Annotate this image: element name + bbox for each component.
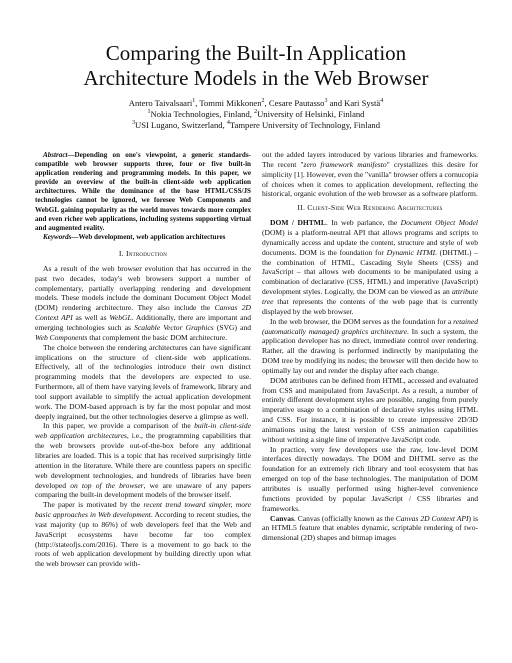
text-run: . According to recent studies, the vast majority (up to 86%) of web developers feel that the Web and JavaScript ecosystems have become far too complex (http://stateofjs.com/2016). There is a movement to go back to the roots of web application development by building directly upon what the web browser can provide with- — [35, 510, 251, 569]
affil-mark: 1 — [192, 98, 196, 105]
intro-paragraph-4 — [35, 500, 251, 569]
emphasis: Canvas 2D Context API — [35, 303, 251, 323]
paper-title — [40, 41, 472, 91]
keywords-text: Web development, web application architectures — [78, 232, 226, 241]
intro-paragraph-4-continued — [262, 150, 478, 199]
text-run: as well as — [72, 313, 110, 323]
abstract-label: Abstract — [43, 151, 68, 159]
affil-mark: 3 — [324, 98, 328, 105]
run-in-heading: Canvas — [270, 513, 294, 523]
affiliation-usi: USI Lugano, Switzerland, — [135, 120, 227, 130]
keywords-dash: — — [71, 232, 79, 241]
text-run: . Canvas (officially known as the — [293, 513, 396, 523]
section-heading-architectures: II. Client-Side Web Rendering Architectures — [297, 203, 443, 213]
run-in-heading: DOM / DHTML — [270, 218, 326, 228]
text-run: . In such a system, the application developer has no direct, immediate control over rendering. Rather, all the drawing is performed indirectly by manipulating the DOM tree by modifying its nodes; the browser will then decide how to optimally lay out and render the display after each change. — [262, 326, 478, 375]
text-run: , i.e., the programming capabilities that the web browsers provide out-of-the-box before any additional libraries are loaded. This is a topic that has received surprisingly little attention in the literature. While there are countless papers on specific web development technologies, and hundreds of libraries have been developed — [35, 431, 251, 490]
affiliation-line-1 — [40, 109, 472, 120]
text-run: In the web browser, the DOM serves as the foundation for a — [270, 316, 454, 326]
left-column — [35, 151, 251, 569]
affil-mark: 4 — [380, 98, 384, 105]
emphasis: recent trend toward simpler, more basic approaches in Web development — [35, 500, 251, 520]
text-run: (DHTML) – the combination of HTML, Cascading Style Sheets (CSS) and JavaScript – that allows web documents to be manipulated using a combination of declarative (CSS, HTML) and imperative (JavaScript) development styles. Logically, the DOM can be viewed as an — [262, 247, 479, 297]
affiliation-line-2 — [40, 120, 472, 131]
keywords — [35, 233, 251, 242]
emphasis: Web Components — [35, 332, 88, 342]
intro-paragraph-1 — [35, 264, 251, 343]
browser-dom-paragraph — [262, 317, 478, 376]
intro-paragraph-2: The choice between the rendering architectures can have significant implications on the structure of client-side web applications. Effectively, all of the technologies introduce their own distinct programming models that the developers are expected to use. Furthermore, all of them have varying levels of framework, library and tool support available to simplify the actual application development work. The DOM-based approach is by far the most popular and most deeply ingrained, but the other technologies deserve a glimpse as well. — [35, 342, 251, 421]
text-run: . Additionally, there are important and emerging technologies such as — [35, 313, 251, 332]
section-heading-introduction: I. Introduction — [118, 248, 168, 258]
affil-mark: 1 — [147, 109, 151, 116]
emphasis: Dynamic HTML — [386, 247, 437, 257]
text-run: ) is an HTML5 feature that enables dynamic, scriptable rendering of two-dimensional (2D) shapes and bitmap images — [262, 513, 479, 543]
emphasis: on top of the browser — [70, 480, 144, 490]
affil-mark: 2 — [254, 109, 258, 116]
keywords-label: Keywords — [43, 232, 72, 241]
intro-paragraph-3 — [35, 421, 251, 500]
author-names — [40, 98, 472, 109]
emphasis: retained (automatically managed) graphics architecture — [262, 316, 478, 336]
text-run: that complement the basic DOM architecture. — [87, 332, 228, 342]
text-run: (DOM) is a platform-neutral API that allows programs and scripts to dynamically access and update the content, structure and style of web documents. DOM is the foundation for — [262, 228, 478, 257]
dom-paragraph — [262, 218, 478, 316]
emphasis: built-in client-side web application architectures — [35, 421, 252, 441]
dom-attributes-paragraph: DOM attributes can be defined from HTML, accessed and evaluated from CSS and manipulated from JavaScript. As a result, a number of entirely different development styles are possible, ranging from purely imperative usage to a combination of declarative styles using HTML and CSS. For instance, it is possible to create impressive 2D/3D animations using the latest version of CSS animation capabilities without writing a single line of imperative JavaScript code. — [262, 375, 478, 444]
emphasis: Document Object Model — [400, 218, 479, 228]
text-run: As a result of the web browser evolution that has occurred in the past two decades, today's web browsers support a number of complementary, partially overlapping rendering and development models. These models include the dominant Document Object Model (DOM) rendering architecture. They also include the — [35, 263, 251, 313]
affiliation-helsinki: University of Helsinki, Finland — [257, 109, 365, 119]
affiliation-tampere: Tampere University of Technology, Finland — [229, 120, 380, 130]
emphasis: Scalable Vector Graphics — [134, 323, 214, 332]
author-4: and Kari Systä — [327, 98, 381, 108]
author-block — [40, 98, 472, 131]
affil-mark: 4 — [226, 120, 230, 127]
author-1: Antero Taivalsaari — [128, 98, 193, 108]
text-run: In this paper, we provide a comparison of the — [43, 421, 195, 431]
text-run: . In web parlance, the — [325, 218, 401, 228]
text-run: , we are unaware of any papers comparing the built-in development models of the browser itself. — [35, 480, 251, 500]
affil-mark: 2 — [261, 98, 265, 105]
canvas-paragraph — [262, 514, 478, 544]
author-3: , Cesare Pautasso — [264, 98, 325, 108]
text-run: The paper is motivated by the — [43, 500, 144, 510]
emphasis: Canvas 2D Context API — [395, 513, 469, 523]
text-run: that represents the contents of the web page that is currently displayed by the web browser. — [262, 296, 478, 316]
right-column — [262, 150, 478, 543]
author-2: , Tommi Mikkonen — [195, 98, 262, 108]
emphasis: zero framework manifesto — [303, 159, 387, 169]
abstract-dash: — — [67, 151, 75, 159]
abstract — [35, 151, 251, 233]
text-run: " crystallizes this desire for simplicity [1]. However, even the "vanilla" browser offers a cornucopia of choices when it comes to application development, reflecting the historical, organic evolution of the web browser as a software platform. — [262, 159, 478, 199]
affiliation-nokia: Nokia Technologies, Finland, — [150, 109, 255, 119]
affil-mark: 3 — [132, 120, 135, 127]
title-line-2: Architecture Models in the Web Browser — [83, 66, 429, 90]
abstract-text: Depending on one's viewpoint, a generic standards-compatible web browser supports three, four or five built-in application rendering and programming models. In this paper, we provide an overview of the built-in client-side web application architectures. While the dominance of the base HTML/CSS/JS technologies cannot be ignored, we foresee Web Components and WebGL gaining popularity as the world moves towards more complex and even richer web applications, including systems supporting virtual and augmented reality. — [35, 151, 251, 232]
emphasis: attribute tree — [262, 287, 478, 306]
practice-paragraph: In practice, very few developers use the raw, low-level DOM interfaces directly nowadays. The DOM and DHTML serve as the foundation for an extremely rich library and tool ecosystem that has emerged on top of the base technologies. The manipulation of DOM attributes is usually performed using higher-level convenience functions provided by popular JavaScript / CSS libraries and frameworks. — [262, 444, 478, 513]
title-line-1: Comparing the Built-In Application — [105, 41, 407, 65]
text-run: (SVG) and — [213, 323, 251, 332]
emphasis: WebGL — [109, 313, 132, 323]
text-run: out the added layers introduced by various libraries and frameworks. The recent " — [262, 150, 478, 169]
